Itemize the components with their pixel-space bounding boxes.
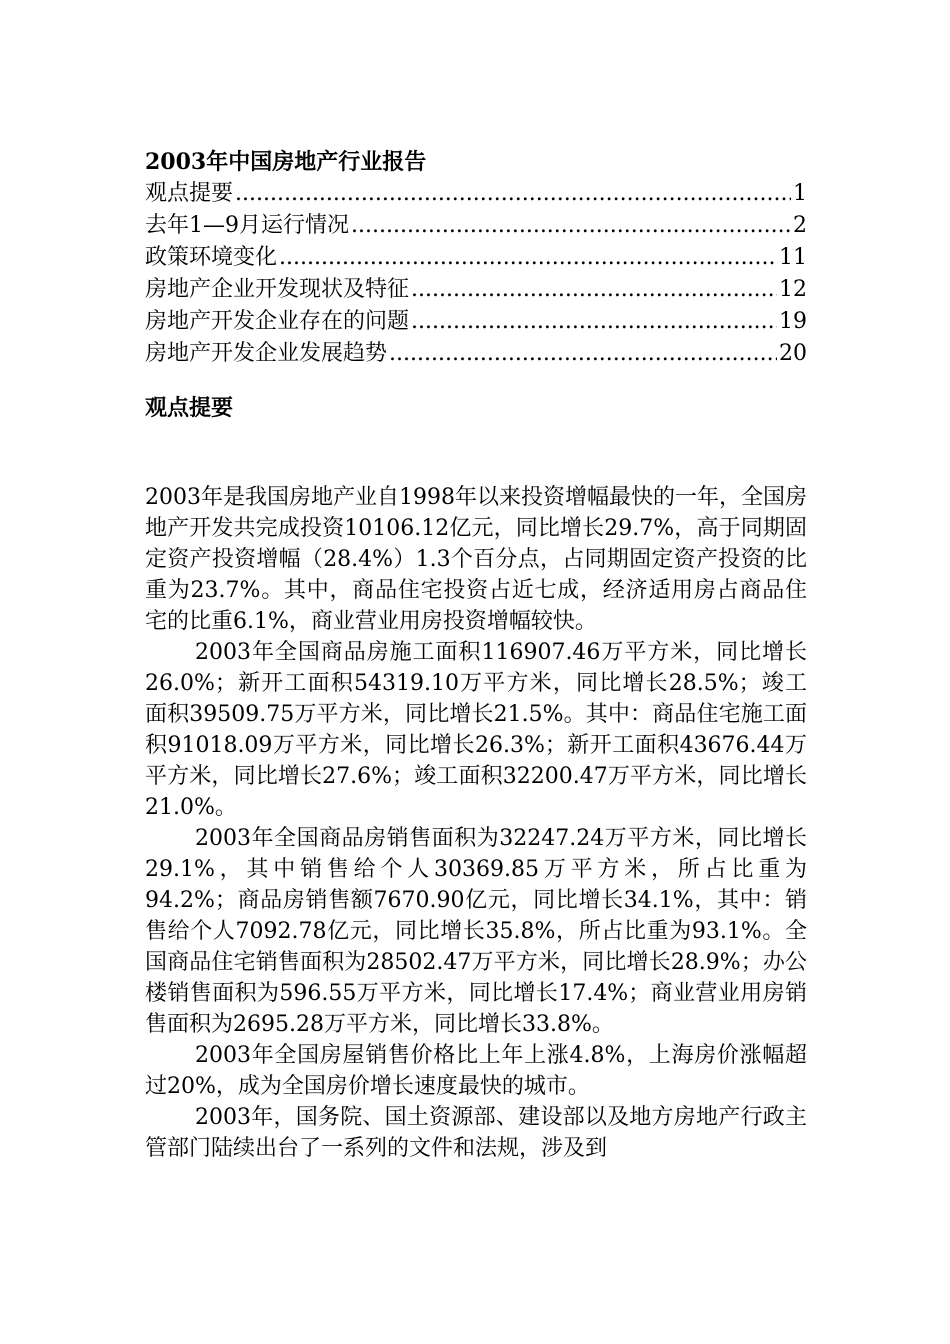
- toc-entry-label: 房地产企业开发现状及特征: [145, 277, 410, 302]
- body-paragraph: 2003年全国商品房销售面积为32247.24万平方米，同比增长29.1%，其中销售给个人30369.85万平方米，所占比重为94.2%；商品房销售额7670.90亿元，同比增长34.1%，其中：销售给个人7092.78亿元，同比增长35.8%，所占比重为93.1%。全国商品住宅销售面积为28502.47万平方米，同比增长28.9%；办公楼销售面积为596.55万平方米，同比增长17.4%；商业营业用房销售面积为2695.28万平方米，同比增长33.8%。: [145, 826, 807, 1037]
- toc-entry-label: 房地产开发企业存在的问题: [145, 309, 410, 334]
- toc-leader-dots: [279, 242, 777, 274]
- toc-entry[interactable]: [145, 242, 807, 274]
- body-paragraph: 2003年是我国房地产业自1998年以来投资增幅最快的一年，全国房地产开发共完成投资10106.12亿元，同比增长29.7%，高于同期固定资产投资增幅（28.4%）1.3个百分点，占同期固定资产投资的比重为23.7%。其中，商品住宅投资占近七成，经济适用房占商品住宅的比重6.1%，商业营业用房投资增幅较快。: [145, 485, 807, 634]
- toc-entry[interactable]: [145, 338, 807, 370]
- toc-entry-page: 12: [779, 277, 807, 302]
- toc-entry[interactable]: [145, 274, 807, 306]
- toc-leader-dots: [351, 210, 791, 242]
- toc-entry[interactable]: [145, 178, 807, 210]
- section-body: [145, 482, 807, 1164]
- body-paragraph: 2003年全国房屋销售价格比上年上涨4.8%，上海房价涨幅超过20%，成为全国房价增长速度最快的城市。: [145, 1043, 807, 1099]
- body-paragraph: 2003年全国商品房施工面积116907.46万平方米，同比增长26.0%；新开工面积54319.10万平方米，同比增长28.5%；竣工面积39509.75万平方米，同比增长21.5%。其中：商品住宅施工面积91018.09万平方米，同比增长26.3%；新开工面积43676.44万平方米，同比增长27.6%；竣工面积32200.47万平方米，同比增长21.0%。: [145, 640, 807, 820]
- toc-entry-label: 政策环境变化: [145, 245, 278, 270]
- toc-entry-label: 去年1—9月运行情况: [145, 213, 349, 238]
- toc-entry-page: 11: [779, 245, 807, 270]
- toc-entry[interactable]: [145, 306, 807, 338]
- toc-entry-page: 19: [779, 309, 807, 334]
- document-title: 2003年中国房地产行业报告: [145, 149, 427, 175]
- toc-leader-dots: [235, 178, 791, 210]
- toc-leader-dots: [411, 306, 777, 338]
- table-of-contents: [145, 178, 807, 370]
- toc-entry-page: 20: [779, 341, 807, 366]
- toc-entry-page: 2: [793, 213, 807, 238]
- toc-entry-label: 观点提要: [145, 181, 234, 206]
- toc-entry-label: 房地产开发企业发展趋势: [145, 341, 388, 366]
- body-paragraph: 2003年，国务院、国土资源部、建设部以及地方房地产行政主管部门陆续出台了一系列的文件和法规，涉及到: [145, 1105, 807, 1161]
- toc-entry-page: 1: [793, 181, 807, 206]
- toc-leader-dots: [389, 338, 777, 370]
- section-heading: 观点提要: [145, 395, 234, 421]
- document-page: [145, 146, 807, 1164]
- toc-leader-dots: [411, 274, 777, 306]
- toc-entry[interactable]: [145, 210, 807, 242]
